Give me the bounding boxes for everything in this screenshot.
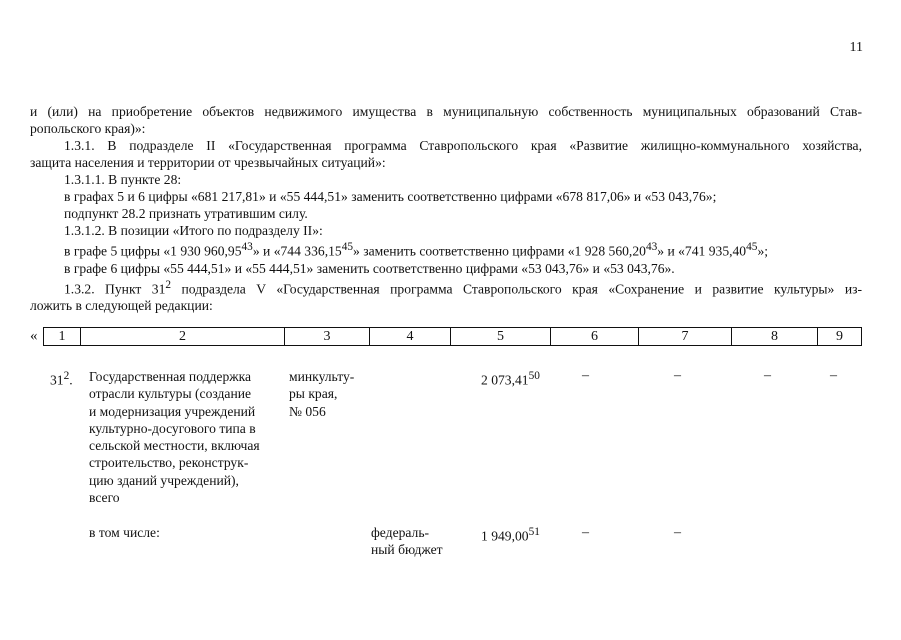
header-cell: 4: [370, 328, 451, 346]
page-number: 11: [849, 40, 863, 55]
text-line-graph6: в графе 6 цифры «55 444,51» и «55 444,51» заменить соответственно цифрами «53 043,76» и «53 043,76».: [64, 260, 675, 276]
description-line: всего: [89, 490, 120, 506]
subrow-label: в том числе:: [89, 525, 160, 540]
row-number: [50, 368, 73, 389]
subrow-source: [371, 524, 461, 559]
column-number-header: [43, 327, 862, 346]
department-line: минкульту-: [289, 369, 355, 384]
text-line: в графах 5 и 6 цифры «681 217,81» и «55 444,51» заменить соответственно цифрами «678 817,06» и «53 043,76»;: [64, 189, 717, 204]
row-col9: –: [830, 368, 837, 383]
header-cell: 3: [285, 328, 370, 346]
text-line: ложить в следующей редакции:: [30, 298, 213, 314]
superscript: 43: [241, 241, 253, 253]
header-row: [44, 328, 862, 346]
description-line: и модернизация учреждений: [89, 403, 256, 419]
text-fragment: » заменить соответственно цифрами «1 928 560,20: [353, 243, 646, 259]
description-line: сельской местности, включая: [89, 438, 260, 454]
header-cell: 5: [451, 328, 551, 346]
text-line: и (или) на приобретение объектов недвижимого имущества в муниципальную собственность муниципальных образований Став-: [30, 104, 862, 119]
text-line-graph5: [30, 239, 862, 260]
source-line: федераль-: [371, 525, 430, 540]
header-cell: 6: [551, 328, 639, 346]
superscript: 2: [165, 278, 172, 291]
text-line: ропольского края)»:: [30, 121, 146, 136]
text-fragment: 1.3.2. Пункт 31: [64, 281, 166, 297]
row-amount: [481, 368, 540, 389]
header-cell: 8: [732, 328, 818, 346]
subrow-col7: –: [674, 525, 681, 540]
body-text: [30, 103, 862, 314]
text-fragment: »;: [757, 243, 769, 259]
row-col8: –: [764, 368, 771, 383]
row-description: [89, 368, 279, 506]
row-department: [289, 368, 369, 420]
superscript: 45: [746, 241, 758, 253]
row-col6: –: [582, 368, 589, 383]
header-cell: 2: [81, 328, 285, 346]
text-line: 1.3.1.1. В пункте 28:: [64, 172, 182, 187]
subrow-amount: [481, 524, 540, 545]
description-line: отрасли культуры (создание: [89, 386, 252, 402]
header-cell: 7: [639, 328, 732, 346]
text-fragment: в графе 5 цифры «1 930 960,95: [64, 243, 242, 259]
source-line: ный бюджет: [371, 542, 443, 558]
description-line: цию зданий учреждений),: [89, 472, 239, 488]
superscript: 45: [341, 241, 354, 253]
text-line: 1.3.1.2. В позиции «Итого по подразделу II»:: [64, 223, 323, 238]
amount-value: 2 073,41: [481, 372, 529, 388]
text-fragment: » и «741 935,40: [657, 243, 747, 259]
opening-quote: «: [30, 328, 38, 344]
text-line: 1.3.1. В подразделе II «Государственная программа Ставропольского края «Развитие жилищно-коммунального хозяйства,: [64, 138, 862, 153]
description-line: культурно-досугового типа в: [89, 420, 256, 436]
text-line: подпункт 28.2 признать утратившим силу.: [64, 206, 308, 221]
row-number-base: 31: [50, 372, 64, 388]
amount-sup: 51: [528, 526, 540, 538]
text-line-item-312: [30, 277, 862, 298]
header-cell: 9: [818, 328, 862, 346]
row-col7: –: [674, 368, 681, 383]
description-line: Государственная поддержка: [89, 369, 252, 384]
amount-sup: 50: [528, 370, 540, 382]
header-cell: 1: [44, 328, 81, 346]
subrow-col6: –: [582, 525, 589, 540]
text-line: защита населения и территории от чрезвычайных ситуаций»:: [30, 155, 386, 170]
description-line: строительство, реконструк-: [89, 455, 249, 471]
amount-value: 1 949,00: [481, 528, 529, 544]
row-number-sup: 2: [63, 370, 70, 382]
department-line: ры края,: [289, 386, 338, 402]
text-fragment: подраздела V «Государственная программа Ставропольского края «Сохранение и развитие культуры» из-: [171, 281, 862, 297]
superscript: 43: [645, 241, 658, 253]
department-line: № 056: [289, 403, 326, 419]
text-fragment: » и «744 336,15: [252, 243, 342, 259]
row-number-tail: .: [69, 372, 73, 388]
